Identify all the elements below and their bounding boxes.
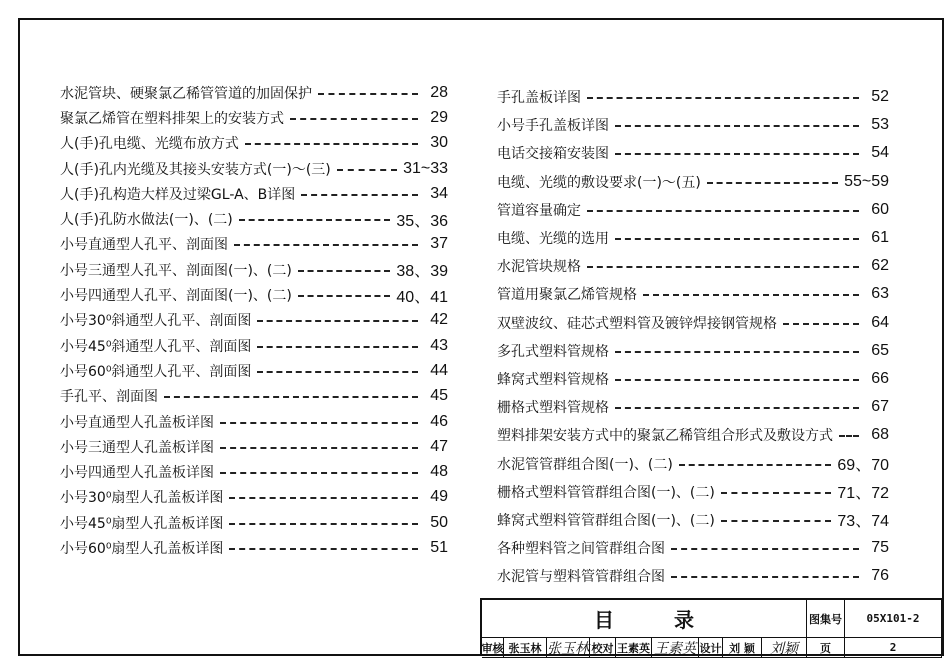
toc-entry-title: 各种塑料管之间管群组合图 [497,541,665,558]
toc-entry-page: 46 [430,412,448,430]
toc-entry-title: 手孔盖板详图 [497,90,581,107]
toc-entry-title: 水泥管与塑料管管群组合图 [497,569,665,586]
toc-entry-title: 双壁波纹、硅芯式塑料管及镀锌焊接钢管规格 [497,315,777,332]
leader-dashes [257,346,418,348]
toc-entry-page: 73、74 [837,513,889,531]
toc-entry [60,409,448,434]
leader-dashes [239,219,391,221]
toc-left-column [60,80,448,561]
toc-entry [60,434,448,459]
toc-entry [497,111,889,139]
leader-dashes [707,182,838,184]
toc-entry-title: 小号60⁰扇型人孔盖板详图 [60,540,224,557]
toc-entry-title: 塑料排架安装方式中的聚氯乙稀管组合形式及敷设方式 [497,428,833,445]
toc-entry-title: 聚氯乙烯管在塑料排架上的安装方式 [60,110,284,127]
toc-entry-title: 蜂窝式塑料管管群组合图(一)、(二) [497,512,715,529]
toc-entry-page: 71、72 [837,485,889,503]
toc-entry-title: 电话交接箱安装图 [497,146,609,163]
toc-entry [497,83,889,111]
toc-entry-title: 小号45⁰扇型人孔盖板详图 [60,515,224,532]
toc-entry [60,206,448,231]
toc-entry-title: 栅格式塑料管管群组合图(一)、(二) [497,484,715,501]
toc-entry-page: 30 [430,134,448,152]
toc-entry [60,232,448,257]
toc-entry-page: 37 [430,235,448,253]
toc-entry-title: 管道容量确定 [497,202,581,219]
toc-entry-title: 手孔平、剖面图 [60,389,158,406]
title-block [480,598,942,656]
toc-entry-page: 67 [871,398,889,416]
toc-entry [497,534,889,562]
drawing-title: 目录 [482,600,807,638]
leader-dashes [229,523,418,525]
toc-entry-title: 小号三通型人孔平、剖面图(一)、(二) [60,262,292,279]
toc-entry-page: 53 [871,116,889,134]
toc-entry-page: 40、41 [396,288,448,306]
toc-entry-page: 75 [871,539,889,557]
toc-entry-page: 34 [430,184,448,202]
toc-entry-title: 小号60⁰斜通型人孔平、剖面图 [60,363,252,380]
toc-entry-title: 小号直通型人孔盖板详图 [60,414,214,431]
leader-dashes [229,548,418,550]
toc-entry-page: 50 [430,513,448,531]
toc-entry-page: 48 [430,463,448,481]
leader-dashes [587,97,859,99]
toc-entry [60,282,448,307]
leader-dashes [220,472,418,474]
toc-entry-title: 水泥管块、硬聚氯乙稀管管道的加固保护 [60,85,312,102]
toc-entry-title: 电缆、光缆的敷设要求(一)～(五) [497,174,701,191]
leader-dashes [337,169,397,171]
leader-dashes [615,351,859,353]
toc-entry [497,309,889,337]
leader-dashes [257,371,418,373]
toc-entry-title: 小号三通型人孔盖板详图 [60,439,214,456]
toc-entry-page: 61 [871,229,889,247]
leader-dashes [783,323,859,325]
toc-entry [60,257,448,282]
toc-entry [497,168,889,196]
page-number: 2 [845,638,942,658]
toc-entry-title: 管道用聚氯乙烯管规格 [497,287,637,304]
toc-entry-title: 人(手)孔内光缆及其接头安装方式(一)～(三) [60,161,331,178]
toc-entry-page: 42 [430,311,448,329]
toc-entry-page: 43 [430,336,448,354]
toc-entry-page: 49 [430,488,448,506]
toc-entry [497,196,889,224]
proofreader-name: 王素英 [616,638,652,658]
leader-dashes [587,210,859,212]
leader-dashes [615,379,859,381]
toc-right-column [497,83,889,590]
leader-dashes [298,295,391,297]
toc-entry-title: 人(手)孔构造大样及过梁GL-A、B详图 [60,186,296,203]
toc-entry-title: 小号四通型人孔平、剖面图(一)、(二) [60,288,292,305]
page-label: 页 [807,638,845,658]
leader-dashes [587,266,859,268]
toc-entry-page: 47 [430,437,448,455]
toc-entry [60,510,448,535]
leader-dashes [679,464,832,466]
toc-entry-title: 栅格式塑料管规格 [497,400,609,417]
leader-dashes [318,93,418,95]
leader-dashes [615,407,859,409]
toc-entry-page: 64 [871,313,889,331]
leader-dashes [234,244,418,246]
toc-entry-page: 68 [871,426,889,444]
toc-entry [60,459,448,484]
designer-name: 刘 颖 [723,638,762,658]
toc-entry-page: 54 [871,144,889,162]
leader-dashes [229,497,418,499]
toc-entry [60,333,448,358]
leader-dashes [615,153,859,155]
toc-entry [497,393,889,421]
toc-entry-title: 人(手)孔电缆、光缆布放方式 [60,136,239,153]
leader-dashes [220,422,418,424]
toc-entry [60,156,448,181]
toc-entry-title: 人(手)孔防水做法(一)、(二) [60,212,233,229]
toc-entry-page: 60 [871,200,889,218]
toc-entry [497,506,889,534]
design-label: 设计 [699,638,723,658]
atlas-no: 05X101-2 [845,600,942,638]
toc-entry-page: 62 [871,257,889,275]
review-label: 审核 [482,638,504,658]
toc-entry-page: 38、39 [396,263,448,281]
toc-entry-title: 小号手孔盖板详图 [497,118,609,135]
toc-entry-page: 44 [430,361,448,379]
toc-entry-title: 水泥管块规格 [497,259,581,276]
toc-entry-page: 69、70 [837,457,889,475]
toc-entry-page: 31~33 [403,159,448,177]
toc-entry [60,105,448,130]
toc-entry-page: 52 [871,88,889,106]
leader-dashes [615,238,859,240]
leader-dashes [721,492,832,494]
leader-dashes [839,435,859,437]
toc-entry-title: 多孔式塑料管规格 [497,343,609,360]
toc-entry [60,485,448,510]
leader-dashes [671,576,859,578]
toc-entry [497,449,889,477]
toc-entry-title: 蜂窝式塑料管规格 [497,371,609,388]
leader-dashes [721,520,832,522]
toc-entry [60,181,448,206]
reviewer-name: 张玉林 [504,638,547,658]
toc-entry-page: 45 [430,387,448,405]
toc-entry [60,80,448,105]
leader-dashes [220,447,418,449]
toc-entry-page: 65 [871,341,889,359]
designer-signature: 刘颖 [762,638,807,658]
leader-dashes [290,118,418,120]
leader-dashes [257,320,418,322]
leader-dashes [298,270,391,272]
toc-entry-page: 51 [430,538,448,556]
toc-entry [497,139,889,167]
toc-entry [497,280,889,308]
toc-entry-title: 小号直通型人孔平、剖面图 [60,237,228,254]
leader-dashes [643,294,859,296]
toc-entry [497,337,889,365]
toc-entry-page: 63 [871,285,889,303]
toc-entry [60,131,448,156]
toc-entry [497,478,889,506]
toc-entry-title: 小号30⁰扇型人孔盖板详图 [60,490,224,507]
toc-entry [60,384,448,409]
toc-entry [497,421,889,449]
toc-entry-title: 小号45⁰斜通型人孔平、剖面图 [60,338,252,355]
leader-dashes [615,125,859,127]
toc-entry [60,535,448,560]
leader-dashes [671,548,859,550]
proofreader-signature: 王素英 [652,638,699,658]
toc-entry [497,252,889,280]
atlas-no-label: 图集号 [807,600,845,638]
toc-entry-title: 水泥管管群组合图(一)、(二) [497,456,673,473]
toc-entry-title: 小号四通型人孔盖板详图 [60,465,214,482]
toc-entry-page: 29 [430,108,448,126]
toc-entry [497,562,889,590]
proofread-label: 校对 [590,638,616,658]
leader-dashes [164,396,418,398]
toc-entry-page: 35、36 [396,212,448,230]
toc-entry-title: 电缆、光缆的选用 [497,231,609,248]
leader-dashes [245,143,418,145]
leader-dashes [301,194,418,196]
toc-entry-page: 28 [430,83,448,101]
toc-entry-page: 76 [871,567,889,585]
toc-entry-page: 66 [871,369,889,387]
toc-entry-title: 小号30⁰斜通型人孔平、剖面图 [60,313,252,330]
toc-entry [497,365,889,393]
toc-entry [60,308,448,333]
toc-entry-page: 55~59 [844,172,889,190]
reviewer-signature: 张玉林 [547,638,590,658]
toc-entry [60,358,448,383]
toc-entry [497,224,889,252]
